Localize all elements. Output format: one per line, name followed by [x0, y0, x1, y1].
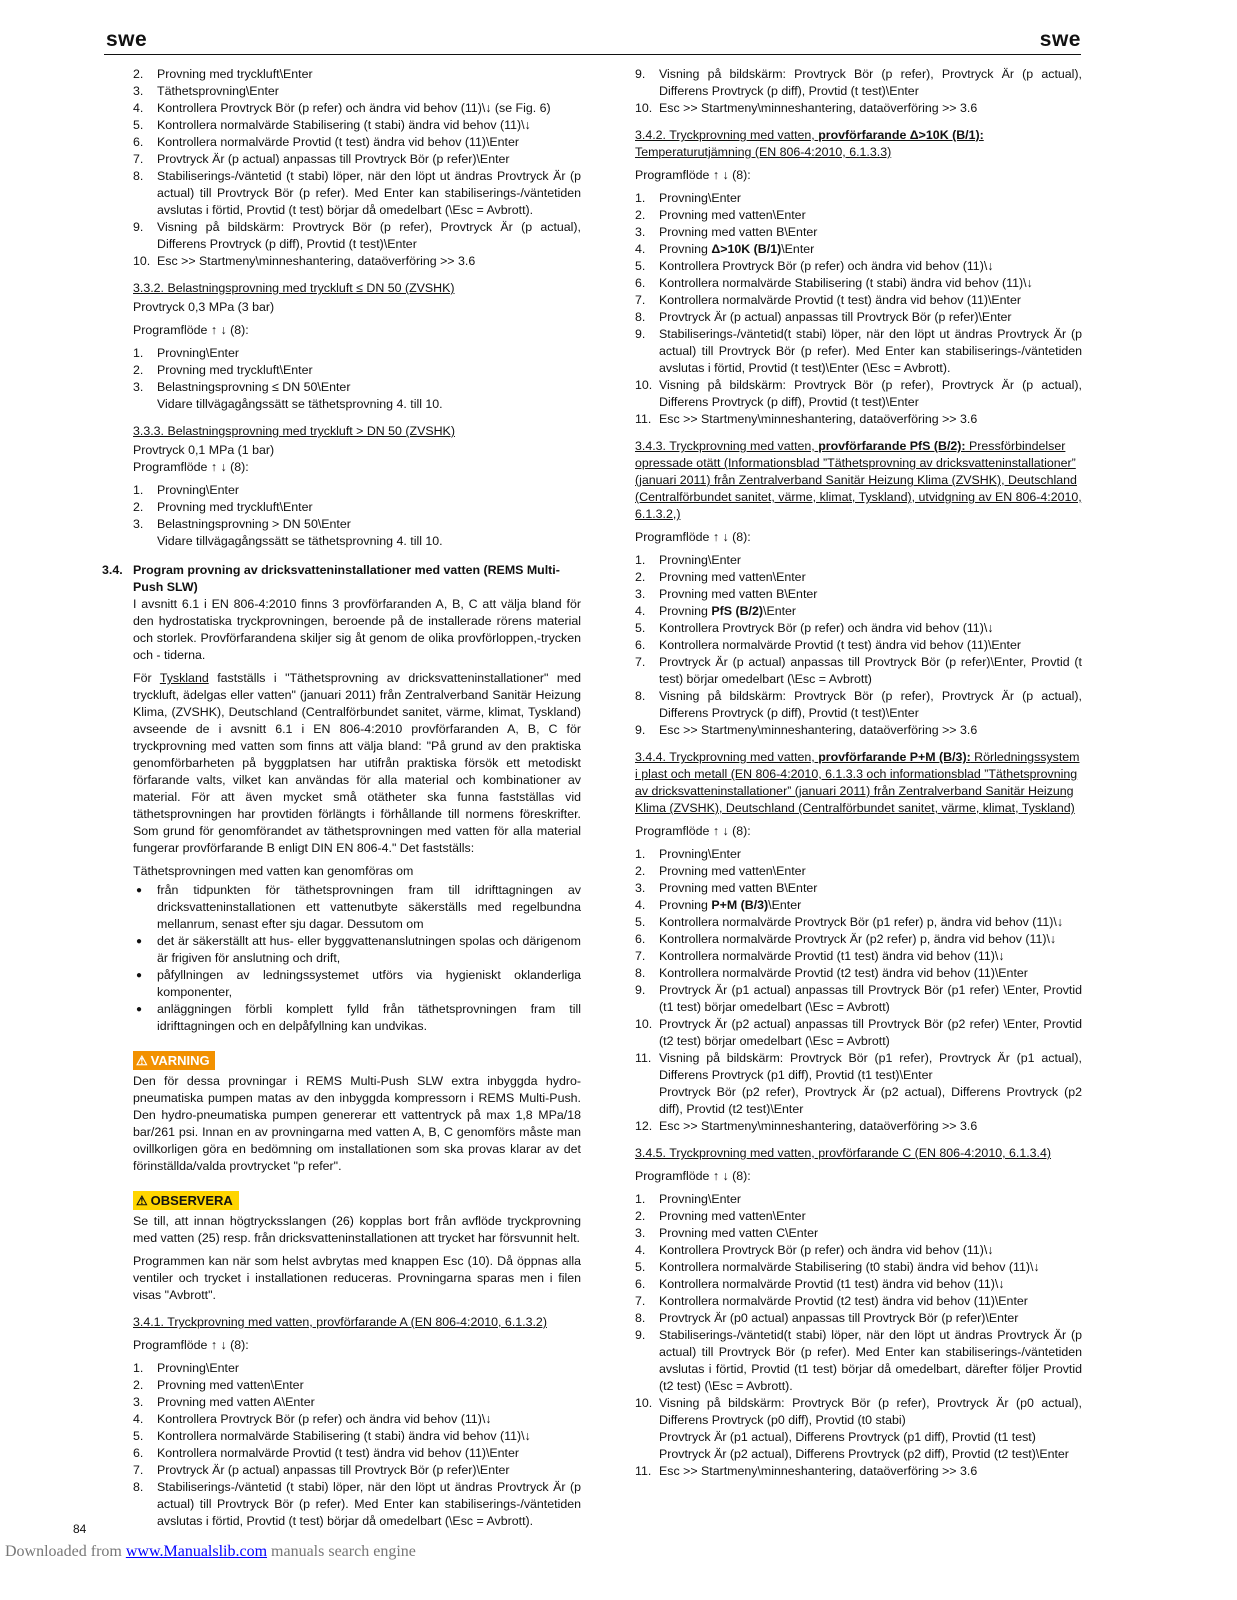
list-item-text: Provning med vatten\Enter	[659, 570, 806, 584]
list-item-number: 4.	[635, 898, 646, 912]
list-item-number: 3.	[133, 1395, 144, 1409]
list-item-number: 5.	[635, 621, 646, 635]
section-3-3-2-flow: Programflöde ↑ ↓ (8):	[133, 323, 249, 337]
list-item-number: 7.	[133, 1463, 144, 1477]
list-item	[635, 1242, 1082, 1259]
list-item	[635, 863, 1082, 880]
footer-prefix: Downloaded from	[5, 1543, 126, 1560]
list-item	[635, 948, 1082, 965]
list-item	[635, 914, 1082, 931]
title-part: Rörledningssystem i plast och metall (EN 806-4:2010, 6.1.3.3 och informationsblad ”Täthetsprovning av dricksvatteninstallationer” (januari 2011) från Zentralverband Sanitär Heizung Klima (ZVSHK), Deutschland (Centralförbundet sanitet, värme, klimat, Tyskland)	[635, 750, 1080, 815]
list-item-text: Provning\Enter	[659, 191, 741, 205]
list-item-number: 6.	[133, 1446, 144, 1460]
list-3-4-4	[635, 846, 1082, 1135]
section-3-3-2-title: 3.3.2. Belastningsprovning med tryckluft ≤ DN 50 (ZVSHK)	[133, 281, 455, 295]
list-item-number: 1.	[635, 1192, 646, 1206]
list-item	[133, 134, 581, 151]
list-item	[635, 326, 1082, 377]
list-item-text: Kontrollera Provtryck Bör (p refer) och ändra vid behov (11)\↓	[157, 1412, 492, 1426]
list-item-number: 3.	[635, 881, 646, 895]
list-item-text: Provning med vatten C\Enter	[659, 1226, 819, 1240]
list-item-number: 6.	[635, 638, 646, 652]
list-item	[635, 1118, 1082, 1135]
section-3-4-3-flow: Programflöde ↑ ↓ (8):	[635, 530, 751, 544]
list-item-number: 7.	[635, 949, 646, 963]
header-rule	[104, 54, 1081, 55]
list-item-text: Stabiliserings-/väntetid (t stabi) löper, när den löpt ut ändras Provtryck Är (p actual) till Provtryck Bör (p refer). Med Enter kan stabiliserings-/väntetiden avslutas i förtid, Provtid (t test) börjar då omedelbart (\Esc = Avbrott).	[157, 169, 581, 217]
list-item	[635, 965, 1082, 982]
list-item-text: Esc >> Startmeny\minneshantering, dataöverföring >> 3.6	[659, 1119, 978, 1133]
list-item	[635, 207, 1082, 224]
list-item-text: Kontrollera Provtryck Bör (p refer) och ändra vid behov (11)\↓ (se Fig. 6)	[157, 101, 551, 115]
list-item-text: Esc >> Startmeny\minneshantering, dataöverföring >> 3.6	[157, 254, 476, 268]
list-item-number: 5.	[133, 118, 144, 132]
list-item-text: Provning med vatten A\Enter	[157, 1395, 315, 1409]
list-item-number: 8.	[635, 966, 646, 980]
list-item-text: Provtryck Är (p0 actual) anpassas till Provtryck Bör (p refer)\Enter	[659, 1311, 1019, 1325]
list-item-number: 3.	[133, 517, 144, 531]
header-lang-left: swe	[106, 28, 148, 51]
list-item-number: 2.	[635, 864, 646, 878]
list-item	[635, 982, 1082, 1016]
section-3-3-3-title: 3.3.3. Belastningsprovning med tryckluft > DN 50 (ZVSHK)	[133, 424, 455, 438]
list-item-text: Visning på bildskärm: Provtryck Bör (p refer), Provtryck Är (p0 actual), Differens Provtryck (p0 diff), Provtid (t0 stabi) Provtryck Är (p1 actual), Differens Provtryck (p1 diff), Provtid (t1 test) Provtryck Är (p2 actual), Differens Provtryck (p2 diff), Provtid (t2 test)\Enter	[659, 1396, 1082, 1461]
list-item-text: Provning\Enter	[659, 553, 741, 567]
list-item-text: Kontrollera normalvärde Provtid (t test) ändra vid behov (11)\Enter	[659, 638, 1022, 652]
list-item	[133, 151, 581, 168]
list-item-text: Provning med tryckluft\Enter	[157, 500, 313, 514]
list-item-text: Kontrollera normalvärde Stabilisering (t0 stabi) ändra vid behov (11)\↓	[659, 1260, 1040, 1274]
list-item-number: 9.	[133, 220, 144, 234]
list-item-text: Provning P+M (B/3)\Enter	[659, 898, 802, 912]
list-item-text: Belastningsprovning > DN 50\Enter	[157, 517, 351, 531]
list-item-text: Provning med vatten B\Enter	[659, 225, 818, 239]
list-item	[133, 1462, 581, 1479]
list-item	[133, 1428, 581, 1445]
list-item-number: 1.	[133, 1361, 144, 1375]
list-item-number: 9.	[635, 67, 646, 81]
list-item-number: 4.	[635, 1243, 646, 1257]
list-item-text: Provning\Enter	[157, 1361, 239, 1375]
list-item-text: Belastningsprovning ≤ DN 50\Enter	[157, 380, 351, 394]
section-3-4-3-title	[635, 438, 1082, 523]
list-item-text: Kontrollera Provtryck Bör (p refer) och ändra vid behov (11)\↓	[659, 1243, 994, 1257]
manualslib-link[interactable]: www.Manualslib.com	[125, 1543, 268, 1560]
list-item-number: 1.	[635, 191, 646, 205]
list-item-number: 7.	[635, 293, 646, 307]
list-item	[635, 846, 1082, 863]
para2-text: fastställs i "Täthetsprovning av dricksvatteninstallationer" med tryckluft, ädelgas eller vatten" (januari 2011) från Zentralverband Sanitär Heizung Klima, (ZVSHK), Deutschland (Centralförbundet sanitet, värme, klimat, Tyskland) avseende de i avsnitt 6.1 i EN 806-4:2010 provförfaranden A, B, C för tryckprovning med vatten som finns att välja bland: "På grund av den praktiska genomförbarheten på byggplatsen har utifrån praktiska försök ett metodiskt förfarande valts, vilket kan användas för alla material och kombinationer av material. För att även mycket små otätheter ska funna fastställas vid täthetsprovningen har provtiden förlängts i förhållande till normens föreskrifter. Som grund för genomförandet av täthetsprovningen med vatten för alla material fungerar provförfarande B enligt DIN EN 806-4." Det fastställs:	[133, 671, 581, 855]
list-item	[635, 1016, 1082, 1050]
list-item-number: 4.	[133, 101, 144, 115]
list-item-number: 9.	[635, 723, 646, 737]
list-item-text: Provtryck Är (p actual) anpassas till Provtryck Bör (p refer)\Enter, Provtid (t test) börjar omedelbart (\Esc = Avbrott)	[659, 655, 1082, 686]
list-item	[133, 345, 581, 362]
list-item	[133, 117, 581, 134]
section-3-4-heading	[102, 562, 581, 596]
list-item-text: Visning på bildskärm: Provtryck Bör (p refer), Provtryck Är (p actual), Differens Provtryck (p diff), Provtid (t test)\Enter	[659, 378, 1082, 409]
notice-badge	[133, 1191, 239, 1210]
list-item-number: 11.	[635, 1464, 652, 1478]
list-item	[635, 654, 1082, 688]
notice-triangle-icon: ⚠	[136, 1193, 148, 1208]
list-item-number: 1.	[133, 483, 144, 497]
list-item-text: Provning\Enter	[659, 1192, 741, 1206]
list-item-number: 1.	[635, 847, 646, 861]
list-item	[133, 66, 581, 83]
list-item	[635, 100, 1082, 117]
list-item	[133, 533, 581, 550]
list-item	[133, 379, 581, 396]
list-item	[133, 1411, 581, 1428]
page-number: 84	[73, 1522, 87, 1536]
list-item-text: Esc >> Startmeny\minneshantering, dataöverföring >> 3.6	[659, 1464, 978, 1478]
notice-text: Se till, att innan högtrycksslangen (26) kopplas bort från avflöde tryckprovning med vatten (25) resp. från dricksvatteninstallationen att trycket har försvunnit helt.	[133, 1214, 581, 1245]
section-3-3-3-flow: Programflöde ↑ ↓ (8):	[133, 460, 249, 474]
list-continued-steps	[635, 66, 1082, 117]
list-item	[133, 100, 581, 117]
list-item-text: Visning på bildskärm: Provtryck Bör (p refer), Provtryck Är (p actual), Differens Provtryck (p diff), Provtid (t test)\Enter	[659, 67, 1082, 98]
list-item-number: 9.	[635, 983, 646, 997]
list-item-text: Kontrollera normalvärde Stabilisering (t stabi) ändra vid behov (11)\↓	[157, 1429, 531, 1443]
list-item-number: 3.	[635, 225, 646, 239]
list-item-text: Kontrollera normalvärde Stabilisering (t stabi) ändra vid behov (11)\↓	[157, 118, 531, 132]
list-item-number: 5.	[635, 915, 646, 929]
list-item-text: Provning med vatten\Enter	[659, 1209, 806, 1223]
list-item-text: Vidare tillvägagångssätt se täthetsprovning 4. till 10.	[157, 397, 443, 411]
list-item	[133, 219, 581, 253]
list-item-number: 8.	[635, 1311, 646, 1325]
list-item	[635, 1463, 1082, 1480]
list-item-number: 3.	[133, 380, 144, 394]
title-part: 3.4.4. Tryckprovning med vatten,	[635, 750, 819, 764]
list-item	[635, 292, 1082, 309]
title-bold-part: provförfarande Δ>10K (B/1):	[818, 128, 984, 142]
left-column	[102, 66, 581, 1540]
section-3-3-3-pressure: Provtryck 0,1 MPa (1 bar)	[133, 443, 275, 457]
list-item-text: Provning med vatten\Enter	[659, 208, 806, 222]
procedure-code: P+M (B/3)	[711, 898, 769, 912]
section-3-4-5-title: 3.4.5. Tryckprovning med vatten, provförfarande C (EN 806-4:2010, 6.1.3.4)	[635, 1146, 1051, 1160]
list-item-text: Provtryck Är (p2 actual) anpassas till Provtryck Bör (p2 refer) \Enter, Provtid (t2 test) börjar omedelbart (\Esc = Avbrott)	[659, 1017, 1082, 1048]
section-3-4-1-title: 3.4.1. Tryckprovning med vatten, provförfarande A (EN 806-4:2010, 6.1.3.2)	[133, 1315, 547, 1329]
section-3-4-number: 3.4.	[102, 563, 123, 577]
list-item	[635, 411, 1082, 428]
list-item-number: 10.	[635, 1396, 653, 1410]
list-item-number: 2.	[133, 1378, 144, 1392]
para2-country: Tyskland	[159, 671, 209, 685]
list-item	[635, 552, 1082, 569]
list-item-text: Esc >> Startmeny\minneshantering, dataöverföring >> 3.6	[659, 101, 978, 115]
warning-triangle-icon: ⚠	[136, 1053, 148, 1068]
list-item	[635, 1225, 1082, 1242]
list-item-text: Provning med tryckluft\Enter	[157, 67, 313, 81]
list-item-text: Visning på bildskärm: Provtryck Bör (p refer), Provtryck Är (p actual), Differens Provtryck (p diff), Provtid (t test)\Enter	[659, 689, 1082, 720]
list-item-text: Kontrollera normalvärde Provtid (t2 test) ändra vid behov (11)\Enter	[659, 966, 1028, 980]
list-item	[635, 258, 1082, 275]
list-item-text: Kontrollera normalvärde Provtid (t1 test) ändra vid behov (11)\↓	[659, 1277, 1005, 1291]
list-item-number: 10.	[635, 101, 653, 115]
list-3-4-1	[133, 1360, 581, 1530]
warning-text: Den för dessa provningar i REMS Multi-Push SLW extra inbyggda hydro-pneumatiska pumpen matas av den inbyggda kompressorn i REMS Multi-Push. Den hydro-pneumatiska pumpen genererar ett vattentryck på max 1,8 MPa/18 bar/261 psi. Innan en av provningarna med vatten A, B, C genomförs måste man ovillkorligen göra en bedömning om installationen som ska provas klarar av det förinställda/valda provtrycket "p refer".	[133, 1074, 581, 1173]
list-item	[635, 569, 1082, 586]
list-item-text: Visning på bildskärm: Provtryck Bör (p refer), Provtryck Är (p actual), Differens Provtryck (p diff), Provtid (t test)\Enter	[157, 220, 581, 251]
title-part: 3.4.2. Tryckprovning med vatten,	[635, 128, 819, 142]
warning-label: VARNING	[150, 1053, 210, 1068]
section-3-3-2-pressure: Provtryck 0,3 MPa (3 bar)	[133, 300, 275, 314]
title-part: Pressförbindelser opressade otätt (Informationsblad ”Täthetsprovning av dricksvatteninstallationer” (januari 2011) från Zentralverband Sanitär Heizung Klima (ZVSHK), Deutschland (Centralförbundet sanitet, värme, klimat, Tyskland), utvidgning av EN 806-4:2010, 6.1.3.2,)	[635, 439, 1082, 521]
list-item	[133, 396, 581, 413]
list-item	[635, 241, 1082, 258]
list-item-number: 2.	[635, 570, 646, 584]
download-footer	[5, 1543, 416, 1561]
list-item	[133, 362, 581, 379]
list-item	[635, 1327, 1082, 1395]
list-item	[133, 516, 581, 533]
bullet-item: ● anläggningen förbli komplett fylld från täthetsprovningen fram till idrifttagningen och en delpåfyllning kan undvikas.	[133, 1001, 581, 1035]
list-3-3-2	[133, 345, 581, 413]
list-item-number: 8.	[635, 689, 646, 703]
list-item-number: 7.	[635, 1294, 646, 1308]
list-item	[635, 224, 1082, 241]
list-item-number: 1.	[133, 346, 144, 360]
conditions-bullet-list	[133, 882, 581, 1035]
list-item-number: 8.	[635, 310, 646, 324]
list-item-number: 3.	[635, 587, 646, 601]
list-item	[635, 1191, 1082, 1208]
header-lang-right: swe	[1039, 28, 1081, 51]
section-3-4-title: Program provning av dricksvatteninstallationer med vatten (REMS Multi-Push SLW)	[133, 563, 560, 594]
list-item-text: Stabiliserings-/väntetid(t stabi) löper, när den löpt ut ändras Provtryck Är (p actual) till Provtryck Bör (p refer). Med Enter kan stabiliserings-/väntetiden avslutas i förtid, Provtid (t test)\Enter (\Esc = Avbrott).	[659, 327, 1082, 375]
section-3-4-paragraph-2	[133, 670, 581, 857]
warning-badge	[133, 1051, 215, 1070]
list-item-number: 3.	[635, 1226, 646, 1240]
list-item	[133, 1377, 581, 1394]
title-bold-part: provförfarande PfS (B/2):	[818, 439, 966, 453]
list-item-number: 10.	[635, 1017, 653, 1031]
list-item	[635, 1293, 1082, 1310]
list-item	[635, 1395, 1082, 1463]
list-item	[635, 190, 1082, 207]
right-column	[635, 66, 1082, 1490]
list-item-number: 1.	[635, 553, 646, 567]
list-3-3-3	[133, 482, 581, 550]
list-item-number: 7.	[635, 655, 646, 669]
list-item-number: 2.	[635, 208, 646, 222]
list-item	[133, 1394, 581, 1411]
list-item-text: Kontrollera normalvärde Provtid (t test) ändra vid behov (11)\Enter	[659, 293, 1022, 307]
list-item	[635, 275, 1082, 292]
procedure-code: Δ>10K (B/1)	[711, 242, 782, 256]
list-item	[635, 880, 1082, 897]
list-item-number: 2.	[635, 1209, 646, 1223]
list-item-text: Provning\Enter	[157, 483, 239, 497]
list-item	[635, 1050, 1082, 1118]
list-item	[635, 1208, 1082, 1225]
list-item-number: 11.	[635, 412, 652, 426]
list-item-text: Täthetsprovning\Enter	[157, 84, 279, 98]
list-item	[635, 931, 1082, 948]
list-item-text: Provtryck Är (p actual) anpassas till Provtryck Bör (p refer)\Enter	[659, 310, 1012, 324]
bullet-item: ● från tidpunkten för täthetsprovningen fram till idrifttagningen av dricksvatteninstallationen ett vattenutbyte säkerställs med regelbundna mellanrum, senast efter sju dagar. Dessutom om	[133, 882, 581, 933]
section-3-4-paragraph-3: Täthetsprovningen med vatten kan genomföras om	[133, 864, 414, 878]
footer-suffix: manuals search engine	[267, 1543, 416, 1560]
list-item	[133, 1360, 581, 1377]
list-item-number: 10.	[635, 378, 653, 392]
list-item-text: Visning på bildskärm: Provtryck Bör (p1 refer), Provtryck Är (p1 actual), Differens Provtryck (p1 diff), Provtid (t1 test)\Enter Provtryck Bör (p2 refer), Provtryck Är (p2 actual), Differens Provtryck (p2 diff), Provtid (t2 test)\Enter	[659, 1051, 1082, 1116]
bullet-item: ● påfyllningen av ledningssystemet utförs via hygieniskt oklanderliga komponenter,	[133, 967, 581, 1001]
list-item-text: Kontrollera normalvärde Provtid (t2 test) ändra vid behov (11)\Enter	[659, 1294, 1028, 1308]
procedure-code: PfS (B/2)	[711, 604, 763, 618]
list-item-text: Provning Δ>10K (B/1)\Enter	[659, 242, 815, 256]
section-3-4-5-flow: Programflöde ↑ ↓ (8):	[635, 1169, 751, 1183]
list-item-text: Kontrollera normalvärde Provtid (t1 test) ändra vid behov (11)\↓	[659, 949, 1005, 963]
list-item-number: 9.	[635, 1328, 646, 1342]
list-item-text: Provning med vatten\Enter	[659, 864, 806, 878]
list-item-text: Provning med tryckluft\Enter	[157, 363, 313, 377]
bullet-item: ● det är säkerställt att hus- eller byggvattenanslutningen spolas och därigenom är frigiven för anslutning och drift,	[133, 933, 581, 967]
list-item-text: Provning med vatten\Enter	[157, 1378, 304, 1392]
list-item-number: 10.	[133, 254, 151, 268]
list-item-number: 9.	[635, 327, 646, 341]
list-item-number: 2.	[133, 363, 144, 377]
list-item	[133, 253, 581, 270]
list-item-text: Kontrollera Provtryck Bör (p refer) och ändra vid behov (11)\↓	[659, 259, 994, 273]
list-item-number: 5.	[635, 1260, 646, 1274]
title-part: 3.4.3. Tryckprovning med vatten,	[635, 439, 819, 453]
list-item-text: Kontrollera normalvärde Stabilisering (t stabi) ändra vid behov (11)\↓	[659, 276, 1033, 290]
list-3-4-3	[635, 552, 1082, 739]
list-item-number: 4.	[133, 1412, 144, 1426]
list-item-number: 6.	[635, 932, 646, 946]
list-item-text: Esc >> Startmeny\minneshantering, dataöverföring >> 3.6	[659, 723, 978, 737]
list-item	[635, 586, 1082, 603]
list-item-text: Kontrollera Provtryck Bör (p refer) och ändra vid behov (11)\↓	[659, 621, 994, 635]
list-item	[133, 499, 581, 516]
list-3-4-2	[635, 190, 1082, 428]
list-item	[635, 897, 1082, 914]
list-item-number: 3.	[133, 84, 144, 98]
list-item-number: 2.	[133, 67, 144, 81]
list-item-text: Provtryck Är (p1 actual) anpassas till Provtryck Bör (p1 refer) \Enter, Provtid (t1 test) börjar omedelbart (\Esc = Avbrott)	[659, 983, 1082, 1014]
list-item	[635, 722, 1082, 739]
list-item-number: 5.	[635, 259, 646, 273]
list-item-text: Kontrollera normalvärde Provtid (t test) ändra vid behov (11)\Enter	[157, 135, 520, 149]
list-item-number: 6.	[133, 135, 144, 149]
list-item	[635, 637, 1082, 654]
list-item	[635, 1259, 1082, 1276]
list-item-text: Esc >> Startmeny\minneshantering, dataöverföring >> 3.6	[659, 412, 978, 426]
list-item-text: Kontrollera normalvärde Provtryck Bör (p1 refer) p, ändra vid behov (11)\↓	[659, 915, 1064, 929]
list-item-text: Stabiliserings-/väntetid(t stabi) löper, när den löpt ut ändras Provtryck Är (p actual) till Provtryck Bör (p refer). Med Enter kan stabiliserings-/väntetiden avslutas i förtid, Provtid (t1 test) börjar då omedelbart, därefter följer Provtid (t2 test) (\Esc = Avbrott).	[659, 1328, 1082, 1393]
section-3-4-paragraph-1: I avsnitt 6.1 i EN 806-4:2010 finns 3 provförfaranden A, B, C att välja bland för den hydrostatiska tryckprovningen, beroende på de installerade rörens material och storlek. Provförfarandena skiljer sig åt genom de olika provförloppen,-trycken och - tiderna.	[133, 597, 581, 662]
list-item-text: Vidare tillvägagångssätt se täthetsprovning 4. till 10.	[157, 534, 443, 548]
list-item-text: Provtryck Är (p actual) anpassas till Provtryck Bör (p refer)\Enter	[157, 1463, 510, 1477]
list-item-number: 8.	[133, 1480, 144, 1494]
list-item-number: 5.	[133, 1429, 144, 1443]
list-3-4-5	[635, 1191, 1082, 1480]
list-item	[635, 309, 1082, 326]
section-3-4-2-title	[635, 127, 1082, 161]
title-part: Temperaturutjämning (EN 806-4:2010, 6.1.3.3)	[635, 145, 892, 159]
list-item-number: 7.	[133, 152, 144, 166]
list-item	[635, 1310, 1082, 1327]
list-item-number: 4.	[635, 242, 646, 256]
list-item	[133, 83, 581, 100]
list-item-text: Provtryck Är (p actual) anpassas till Provtryck Bör (p refer)\Enter	[157, 152, 510, 166]
list-item	[635, 620, 1082, 637]
list-item	[635, 1276, 1082, 1293]
notice-label: OBSERVERA	[150, 1193, 233, 1208]
section-3-4-4-title	[635, 749, 1082, 817]
list-item	[635, 66, 1082, 100]
section-3-4-4-flow: Programflöde ↑ ↓ (8):	[635, 824, 751, 838]
list-item-number: 4.	[635, 604, 646, 618]
list-item-text: Provning PfS (B/2)\Enter	[659, 604, 797, 618]
list-item-text: Provning\Enter	[659, 847, 741, 861]
list-item-number: 2.	[133, 500, 144, 514]
title-bold-part: provförfarande P+M (B/3):	[818, 750, 971, 764]
list-item-number: 6.	[635, 276, 646, 290]
list-item-text: Kontrollera normalvärde Provtryck Är (p2 refer) p, ändra vid behov (11)\↓	[659, 932, 1057, 946]
list-item	[133, 1445, 581, 1462]
abort-info-text: Programmen kan när som helst avbrytas med knappen Esc (10). Då öppnas alla ventiler och trycket i installationen reduceras. Provningarna sparas men i filen visas "Avbrott".	[133, 1254, 581, 1302]
list-item-text: Provning med vatten B\Enter	[659, 587, 818, 601]
list-item	[635, 377, 1082, 411]
list-item	[635, 688, 1082, 722]
list-item	[133, 1479, 581, 1530]
list-item-number: 6.	[635, 1277, 646, 1291]
para2-prefix: För	[133, 671, 160, 685]
list-item-number: 12.	[635, 1119, 653, 1133]
list-item	[133, 168, 581, 219]
list-item-text: Kontrollera normalvärde Provtid (t test) ändra vid behov (11)\Enter	[157, 1446, 520, 1460]
section-3-4-1-flow: Programflöde ↑ ↓ (8):	[133, 1338, 249, 1352]
list-item-text: Stabiliserings-/väntetid (t stabi) löper, när den löpt ut ändras Provtryck Är (p actual) till Provtryck Bör (p refer). Med Enter kan stabiliserings-/väntetiden avslutas i förtid, Provtid (t test) börjar då omedelbart (\Esc = Avbrott).	[157, 1480, 581, 1528]
list-item-number: 8.	[133, 169, 144, 183]
section-3-4-2-flow: Programflöde ↑ ↓ (8):	[635, 168, 751, 182]
list-item-number: 11.	[635, 1051, 652, 1065]
list-item	[133, 482, 581, 499]
list-tryckluft-steps	[133, 66, 581, 270]
list-item-text: Provning\Enter	[157, 346, 239, 360]
list-item-text: Provning med vatten B\Enter	[659, 881, 818, 895]
list-item	[635, 603, 1082, 620]
